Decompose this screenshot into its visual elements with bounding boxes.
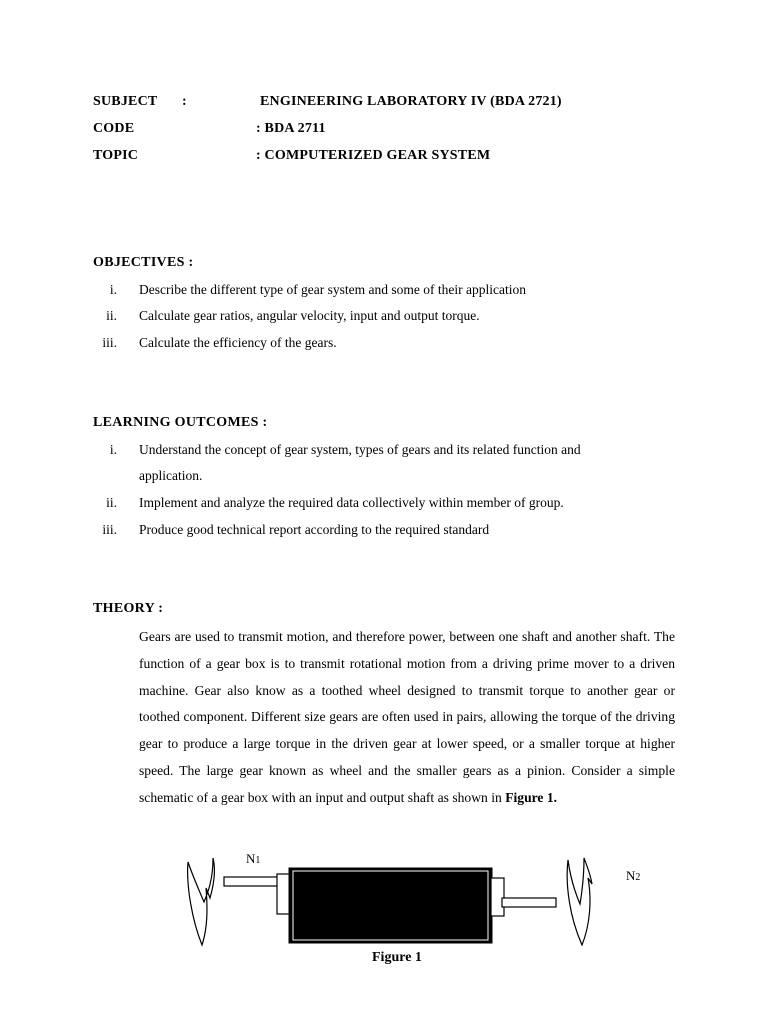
theory-heading: THEORY : — [93, 601, 164, 616]
input-shaft — [224, 877, 279, 886]
subject-colon: : — [182, 94, 187, 109]
learning-outcomes-heading: LEARNING OUTCOMES : — [93, 415, 268, 430]
objective-number: ii. — [106, 308, 117, 323]
output-rotation-arrow-icon — [567, 858, 592, 945]
subject-label: SUBJECT — [93, 94, 158, 109]
theory-text: Gears are used to transmit motion, and therefore power, between one shaft and another shaft. The function of a gear box is to transmit rotational motion from a driving prime mover to a driven machine. Gear also know as a toothed wheel designed to transmit torque to another gear or toothed component. Different size gears are often used in pairs, allowing the torque of the driving gear to produce a large torque in the driven gear at lower speed, or a smaller torque at higher speed. The large gear known as wheel and the smaller gears as a pinion. Consider a simple schematic of a gear box with an input and output shaft as shown in — [139, 629, 675, 805]
outcome-number: ii. — [106, 495, 117, 510]
outcome-text: Implement and analyze the required data collectively within member of group. — [139, 495, 564, 510]
objective-number: iii. — [102, 335, 117, 350]
outcome-number: iii. — [102, 522, 117, 537]
output-bearing — [491, 878, 504, 916]
subject-value: ENGINEERING LABORATORY IV (BDA 2721) — [260, 94, 562, 109]
input-rotation-arrow-icon — [188, 858, 215, 945]
theory-paragraph — [139, 624, 675, 812]
outcome-number: i. — [109, 442, 117, 457]
outcome-text: Understand the concept of gear system, types of gears and its related function and — [139, 442, 581, 457]
outcome-text: Produce good technical report according to the required standard — [139, 522, 490, 537]
objectives-heading: OBJECTIVES : — [93, 255, 194, 270]
code-label: CODE — [93, 121, 135, 136]
objective-number: i. — [109, 282, 117, 297]
topic-label: TOPIC — [93, 148, 139, 163]
input-bearing — [277, 874, 290, 914]
objective-text: Calculate the efficiency of the gears. — [139, 335, 337, 350]
n1-label: N1 — [246, 851, 261, 866]
gearbox-body — [289, 868, 492, 943]
topic-value: : COMPUTERIZED GEAR SYSTEM — [256, 148, 491, 163]
objective-text: Describe the different type of gear system and some of their application — [139, 282, 526, 297]
figure-caption: Figure 1 — [372, 950, 422, 965]
figure-reference: Figure 1. — [505, 789, 558, 805]
objective-text: Calculate gear ratios, angular velocity, input and output torque. — [139, 308, 480, 323]
n2-label: N2 — [626, 868, 641, 883]
code-value: : BDA 2711 — [256, 121, 326, 136]
output-shaft — [502, 898, 556, 907]
outcome-text-continued: application. — [139, 468, 203, 483]
